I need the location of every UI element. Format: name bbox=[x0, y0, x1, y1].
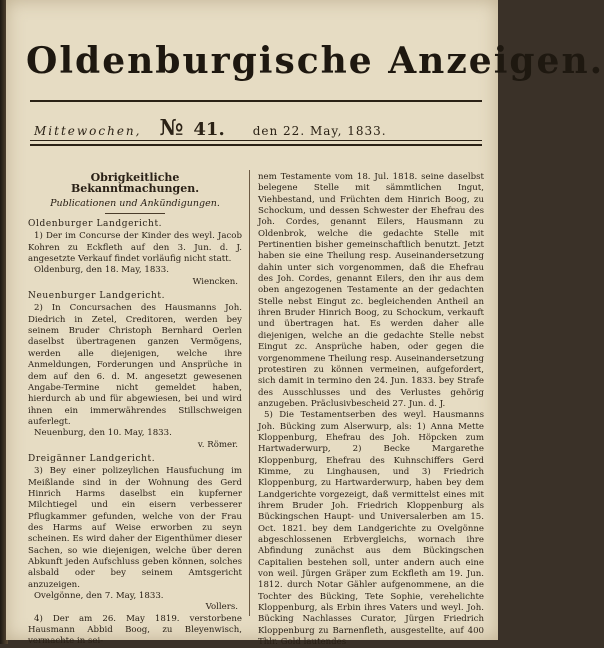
notice-place-date: Ovelgönne, den 7. May, 1833. bbox=[34, 591, 164, 602]
notice-paragraph: nem Testamente vom 18. Jul. 1818. seine daselbst belegene Stelle mit sämmtlichen Ingut, Viehbestand, und Früchten dem Hinrich Boog, zu Schockum, und dessen Schwester der Ehefrau des Joh. Cordes, genannt Eilers, Hausmann zu Oldenbrok, welche die gedachte Stelle mit Pertinentien bisher gemeinschaftlich benutzt. Jetzt haben sie eine Theilung resp. Auseinandersetzung dahin unter sich vorgenommen, daß die Ehefrau des Joh. Cordes, genannt Eilers, den ihr aus dem oben angezogenen Testamente an der gedachten Stelle nebst Eingut zc. begleichenden Antheil an ihren Bruder Hinrich Boog, zu Schockum, verkauft und übertragen hat. Es werden daher alle diejenigen, welche an die gedachte Stelle nebst Eingut zc. Ansprüche haben, oder gegen die vorgenommene Theilung resp. Auseinandersetzung protestiren zu können vermeinen, aufgefordert, sich damit in termino den 24. Jun. 1833. bey Strafe des Ausschlusses und des Verlustes gehörig anzugeben. Präclusivbescheid 27. Jun. d. J. bbox=[258, 172, 484, 409]
section-rule bbox=[105, 213, 165, 214]
masthead: Oldenburgische Anzeigen. bbox=[26, 40, 604, 82]
issue-weekday: Mittewochen, bbox=[34, 124, 142, 138]
notice-paragraph: 3) Bey einer polizeylichen Hausfuchung im Meißlande sind in der Wohnung des Gerd Hinrich Harms daselbst ein kupferner Milchtiegel und ein eisern verbesserer Pflugkammer gefunden, welche von der Frau des Harms auf Weise erworben zu seyn scheinen. Es wird daher der Eigenthümer dieser Sachen, so wie diejenigen, welche über deren Abkunft jeden Aufschluss geben können, solches alsbald oder bey seinem Amtsgericht anzuzeigen. bbox=[28, 466, 242, 590]
issue-rule-top bbox=[30, 140, 482, 141]
left-column bbox=[28, 172, 242, 648]
section-subtitle: Publicationen und Ankündigungen. bbox=[50, 197, 220, 209]
issue-number: 41. bbox=[193, 119, 225, 140]
notice-signature: v. Römer. bbox=[197, 439, 238, 450]
notice-place-date: Neuenburg, den 10. May, 1833. bbox=[34, 428, 172, 439]
notice-signature: Wiencken. bbox=[192, 276, 238, 287]
right-column bbox=[258, 172, 484, 648]
issue-line bbox=[34, 115, 474, 141]
notice-paragraph: 4) Der am 26. May 1819. verstorbene Hausmann Abbid Boog, zu Bleyenwisch, vermachte in sei- bbox=[28, 613, 242, 647]
notice-paragraph: 5) Die Testamentserben des weyl. Hausmanns Joh. Bücking zum Alserwurp, als: 1) Anna Mette Kloppenburg, Ehefrau des Joh. Höpcken zum Hartwaderwurp, 2) Becke Margarethe Kloppenburg, Ehefrau des Kuhnschiffers Gerd Kimme, zu Linghausen, und 3) Friedrich Kloppenburg, zu Hartwarderwurp, haben bey dem Landgerichte vorgezeigt, daß vermittelst eines mit ihrem Bruder Joh. Friedrich Kloppenburg als Bückingschen Haupt- und Universalerben am 15. Oct. 1821. bey dem Landgerichte zu Ovelgönne abgeschlossenen Erbvergleichs, wornach ihre Abfindung zunächst aus dem Bückingschen Capitalien bestehen soll, unter andern auch eine von weil. Jürgen Gräper zum Eckfleth am 19. Jun. 1812. durch Notar Gähler aufgenommene, an die Tochter des Bücking, Tete Sophie, verehelichte Kloppenburg, als Erbin ihres Vaters und weyl. Joh. Bücking Nachlasses Curator, Jürgen Friedrich Kloppenburg zu Barnenfleth, ausgestellte, auf 400 Thlr. Gold lautendes bbox=[258, 410, 484, 648]
court-heading: Oldenburger Landgericht. bbox=[28, 219, 163, 230]
section-title: Obrigkeitliche Bekanntmachungen. bbox=[70, 171, 200, 196]
notice-signature: Vollers. bbox=[205, 602, 238, 613]
court-heading: Neuenburger Landgericht. bbox=[28, 291, 166, 302]
notice-paragraph: 2) In Concursachen des Hausmanns Joh. Diedrich in Zetel, Creditoren, werden bey seinem Bruder Christoph Bernhard Oerlen daselbst übertragenen ganzen Vermögens, werden alle diejenigen, welche ihre Anmeldungen, Forderungen und Ansprüche in dem auf den 6. d. M. angesetzt gewesenen Angabe-Termine nicht gemeldet haben, hierdurch ab und für abgewiesen, bei und wird ihnen ein immerwährendes Stillschweigen auferlegt. bbox=[28, 303, 242, 427]
court-heading: Dreigänner Landgericht. bbox=[28, 453, 156, 464]
notice-paragraph: 1) Der im Concurse der Kinder des weyl. Jacob Kohren zu Eckfleth auf den 3. Jun. d. J. angesetzte Verkauf findet vorläufig nicht statt. bbox=[28, 231, 242, 265]
issue-number-sign: № bbox=[159, 115, 184, 141]
notice-place-date: Oldenburg, den 18. May, 1833. bbox=[34, 265, 169, 276]
newspaper-page bbox=[6, 0, 604, 648]
issue-rule-bottom bbox=[30, 144, 482, 146]
column-divider bbox=[249, 170, 250, 616]
issue-date: den 22. May, 1833. bbox=[252, 124, 387, 138]
masthead-rule bbox=[30, 100, 482, 102]
